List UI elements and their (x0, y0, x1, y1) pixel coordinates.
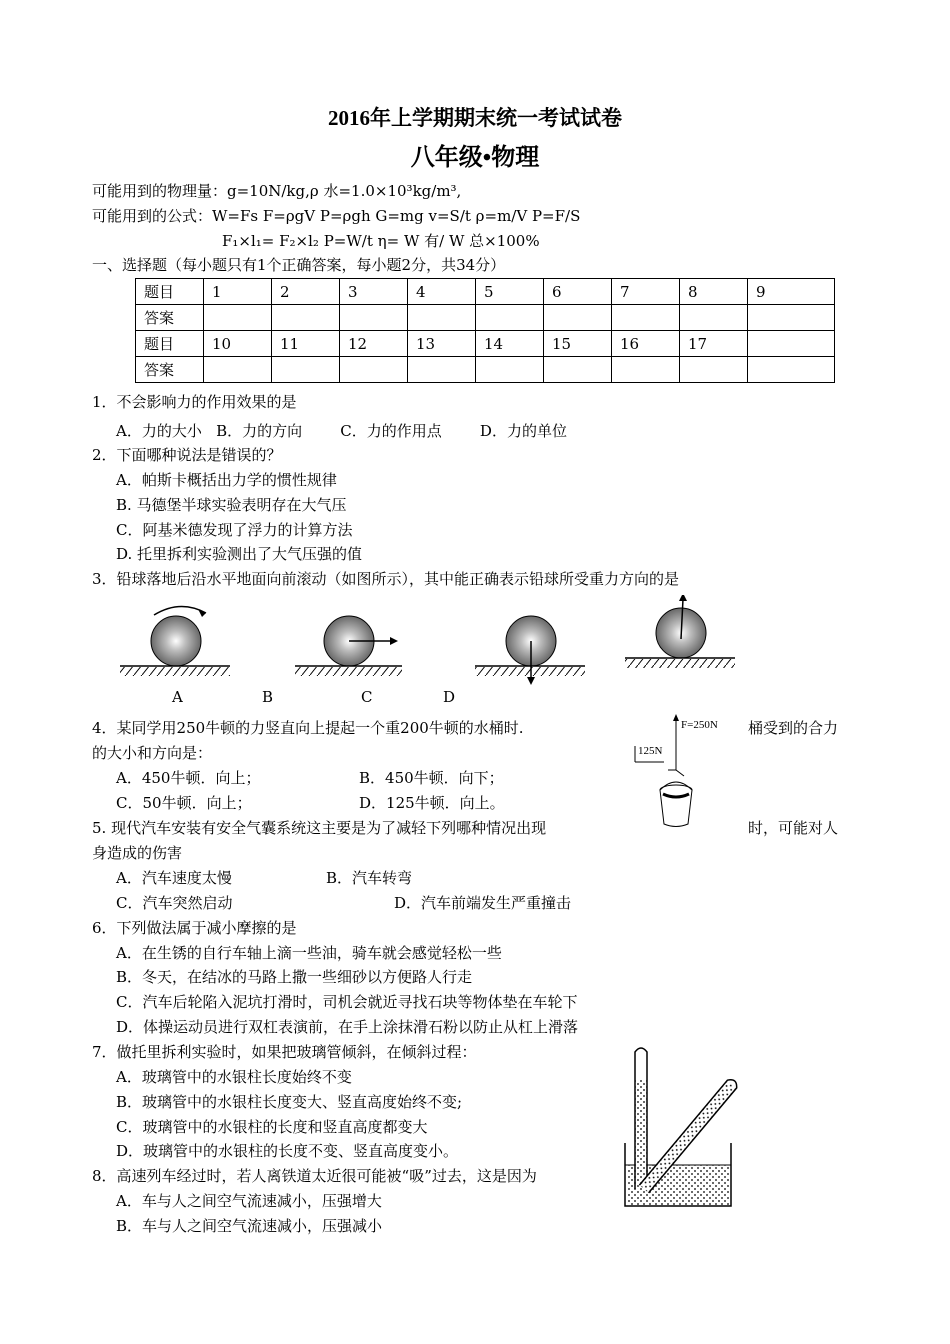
q8-stem: 8．高速列车经过时，若人离铁道太近很可能被“吸”过去，这是因为 (92, 1167, 537, 1185)
force-label: F=250N (681, 719, 718, 731)
table-cell: 题目 (136, 331, 204, 357)
q4-stem-cont: 的大小和方向是： (92, 744, 213, 762)
formulas-line-1: 可能用到的公式：W=Fs F=ρgV P=ρgh G=mg v=S/t ρ=m/V P=F/S (92, 207, 581, 225)
ball-c (475, 616, 585, 685)
quantities-line: 可能用到的物理量：g=10N/kg,ρ 水=1.0×10³kg/m³, (92, 182, 462, 200)
table-cell: 7 (612, 279, 680, 305)
q6-stem: 6．下列做法属于减小摩擦的是 (92, 919, 297, 937)
table-cell: 14 (476, 331, 544, 357)
figure-label-b: B (262, 688, 274, 706)
table-cell: 答案 (136, 305, 204, 331)
table-cell: 12 (340, 331, 408, 357)
table-cell: 题目 (136, 279, 204, 305)
answer-cell[interactable] (340, 305, 408, 331)
table-cell: 10 (204, 331, 272, 357)
table-cell: 2 (272, 279, 340, 305)
q6-option-a: A．在生锈的自行车轴上滴一些油，骑车就会感觉轻松一些 (116, 944, 502, 962)
figure-label-d: D (443, 688, 456, 706)
q7-option-d: D．玻璃管中的水银柱的长度不变、竖直高度变小。 (116, 1142, 459, 1160)
q8-option-a: A．车与人之间空气流速减小，压强增大 (116, 1192, 382, 1210)
q2-option-d: D. 托里拆利实验测出了大气压强的值 (116, 545, 363, 563)
figure-label-c: C (361, 688, 373, 706)
answer-cell[interactable] (272, 305, 340, 331)
table-row (136, 305, 835, 331)
answer-cell[interactable] (204, 305, 272, 331)
ball-d (625, 595, 735, 668)
table-cell: 6 (544, 279, 612, 305)
q5-stem-cont: 身造成的伤害 (92, 844, 183, 862)
table-cell: 17 (680, 331, 748, 357)
table-row (136, 331, 835, 357)
table-cell: 4 (408, 279, 476, 305)
q4-option-a: A．450牛顿．向上； (116, 769, 261, 787)
answer-cell[interactable] (612, 357, 680, 383)
q7-option-a: A．玻璃管中的水银柱长度始终不变 (116, 1068, 352, 1086)
q2-option-b: B. 马德堡半球实验表明存在大气压 (116, 496, 347, 514)
q3-stem: 3．铅球落地后沿水平地面向前滚动（如图所示），其中能正确表示铅球所受重力方向的是 (92, 570, 680, 588)
answer-cell[interactable] (544, 305, 612, 331)
answer-cell[interactable] (748, 305, 835, 331)
answer-cell[interactable] (476, 305, 544, 331)
table-cell: 9 (748, 279, 835, 305)
table-cell: 1 (204, 279, 272, 305)
q2-option-a: A．帕斯卡概括出力学的惯性规律 (116, 471, 337, 489)
table-cell (748, 357, 835, 383)
q6-option-b: B．冬天，在结冰的马路上撒一些细砂以方便路人行走 (116, 968, 473, 986)
q5-option-c: C．汽车突然启动 (116, 894, 233, 912)
q5-option-a: A．汽车速度太慢 (116, 869, 232, 887)
q7-option-c: C．玻璃管中的水银柱的长度和竖直高度都变大 (116, 1118, 428, 1136)
weight-label: 125N (638, 745, 663, 757)
answer-table (135, 278, 835, 383)
page-subtitle: 八年级•物理 (410, 145, 540, 171)
ball-a (120, 606, 230, 676)
q2-stem: 2．下面哪种说法是错误的？ (92, 446, 282, 464)
q1-stem: 1．不会影响力的作用效果的是 (92, 393, 297, 411)
table-cell: 11 (272, 331, 340, 357)
q4-option-d: D．125牛顿．向上。 (359, 794, 505, 812)
section-heading: 一、选择题（每小题只有1个正确答案，每小题2分，共34分） (92, 256, 506, 274)
table-row (136, 357, 835, 383)
q7-option-b: B．玻璃管中的水银柱长度变大、竖直高度始终不变; (116, 1093, 463, 1111)
table-cell: 15 (544, 331, 612, 357)
table-cell: 8 (680, 279, 748, 305)
answer-cell[interactable] (544, 357, 612, 383)
table-cell: 13 (408, 331, 476, 357)
q7-stem: 7．做托里拆利实验时，如果把玻璃管倾斜，在倾斜过程： (92, 1043, 477, 1061)
q5-option-d: D．汽车前端发生严重撞击 (394, 894, 572, 912)
q8-option-b: B．车与人之间空气流速减小，压强减小 (116, 1217, 383, 1235)
table-row (136, 279, 835, 305)
answer-cell[interactable] (476, 357, 544, 383)
figure-label-a: A (172, 688, 183, 706)
answer-cell[interactable] (204, 357, 272, 383)
q5-stem-tail: 时，可能对人 (748, 819, 839, 837)
page-title: 2016年上学期期末统一考试试卷 (328, 106, 622, 130)
q5-option-b: B．汽车转弯 (326, 869, 413, 887)
table-cell: 答案 (136, 357, 204, 383)
answer-cell[interactable] (612, 305, 680, 331)
q4-stem-tail: 桶受到的合力 (748, 719, 839, 737)
table-cell: 16 (612, 331, 680, 357)
table-cell: 3 (340, 279, 408, 305)
formulas-line-2: F₁×l₁= F₂×l₂ P=W/t η= W 有/ W 总×100% (222, 232, 540, 250)
q2-option-c: C．阿基米德发现了浮力的计算方法 (116, 521, 353, 539)
table-cell (748, 331, 835, 357)
torricelli-figure (618, 1040, 758, 1215)
shot-put-figure (110, 595, 750, 695)
q4-stem: 4．某同学用250牛顿的力竖直向上提起一个重200牛顿的水桶时. (92, 719, 524, 737)
answer-cell[interactable] (340, 357, 408, 383)
q6-option-c: C．汽车后轮陷入泥坑打滑时，司机会就近寻找石块等物体垫在车轮下 (116, 993, 578, 1011)
answer-cell[interactable] (408, 357, 476, 383)
table-cell: 5 (476, 279, 544, 305)
q6-option-d: D．体操运动员进行双杠表演前，在手上涂抹滑石粉以防止从杠上滑落 (116, 1018, 579, 1036)
answer-cell[interactable] (680, 305, 748, 331)
q4-option-b: B．450牛顿．向下； (359, 769, 504, 787)
q1-options: A．力的大小 B．力的方向 C．力的作用点 D．力的单位 (116, 422, 567, 440)
answer-cell[interactable] (408, 305, 476, 331)
answer-cell[interactable] (680, 357, 748, 383)
ball-b (295, 616, 402, 676)
q4-option-c: C．50牛顿．向上； (116, 794, 252, 812)
q5-stem: 5. 现代汽车安装有安全气囊系统这主要是为了减轻下列哪种情况出现 (92, 819, 547, 837)
answer-cell[interactable] (272, 357, 340, 383)
